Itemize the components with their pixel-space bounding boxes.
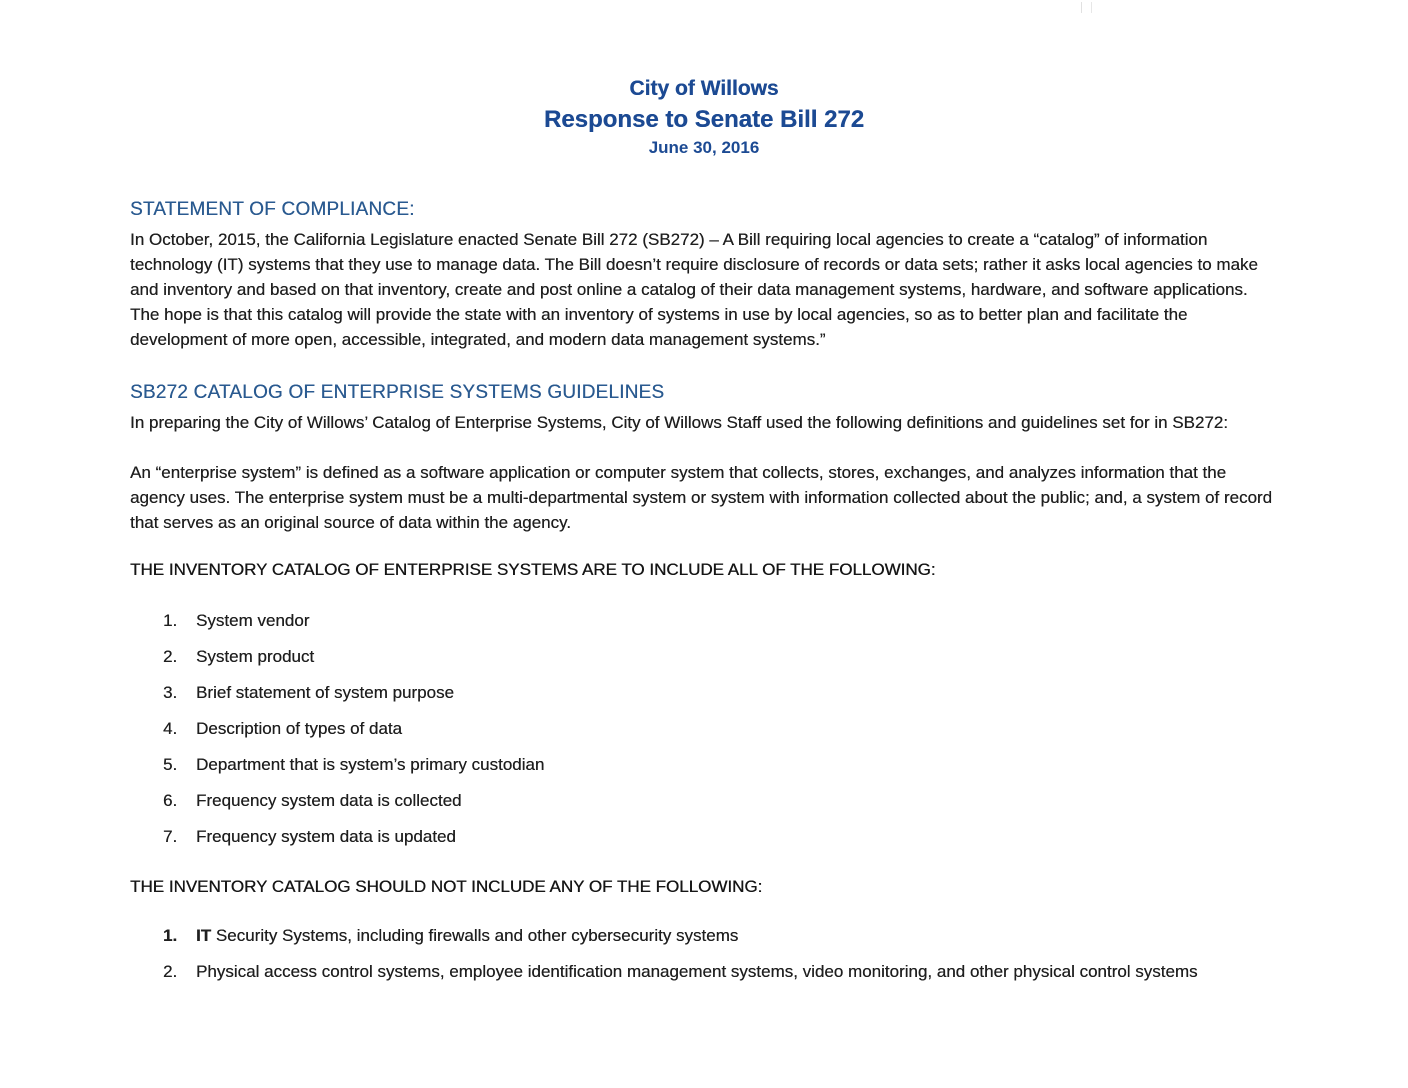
document-date: June 30, 2016 [648,138,760,157]
list-item-text: Frequency system data is updated [196,827,456,846]
list-item-text: System vendor [196,611,310,630]
list-item-number: 2. [163,647,178,666]
list-item-number: 1. [163,611,178,630]
document-body [130,197,1273,984]
list-item-number: 4. [163,719,178,738]
exclude-list [130,923,1273,984]
guidelines-intro-paragraph: In preparing the City of Willows’ Catalog of Enterprise Systems, City of Willows Staff used the following definitions and guidelines set for in SB272: [130,413,1228,432]
compliance-paragraph: In October, 2015, the California Legislature enacted Senate Bill 272 (SB272) – A Bill requiring local agencies to create a “catalog” of information technology (IT) systems that they use to manage data. The Bill doesn’t require disclosure of records or data sets; rather it asks local agencies to make and inventory and based on that inventory, create and post online a catalog of their data management systems, hardware, and software applications. The hope is that this catalog will provide the state with an inventory of systems in use by local agencies, so as to better plan and facilitate the development of more open, accessible, integrated, and modern data management systems.” [130,230,1258,349]
list-item [163,680,1273,705]
section-heading-guidelines: SB272 CATALOG OF ENTERPRISE SYSTEMS GUIDELINES [130,382,665,403]
enterprise-definition-paragraph: An “enterprise system” is defined as a software application or computer system that collects, stores, exchanges, and analyzes information that the agency uses. The enterprise system must be a multi-departmental system or system with information collected about the public; and, a system of record that serves as an original source of data within the agency. [130,463,1273,532]
list-item-bold-text: IT [196,926,212,945]
list-item [163,608,1273,633]
list-item-text [196,923,1273,948]
document-subtitle: Response to Senate Bill 272 [543,106,865,133]
scan-artifact [1081,2,1092,13]
list-item-number: 6. [163,791,178,810]
list-item-text: System product [196,647,315,666]
list-item [163,788,1273,813]
list-item-number: 5. [163,755,178,774]
document-header [0,0,1408,160]
include-list [130,608,1273,849]
exclude-list-heading: THE INVENTORY CATALOG SHOULD NOT INCLUDE ANY OF THE FOLLOWING: [130,877,763,896]
list-item-number: 3. [163,683,178,702]
list-item-text: Physical access control systems, employee identification management systems, video monitoring, and other physical control systems [196,962,1198,981]
list-item [163,959,1273,984]
list-item-number: 1. [163,926,178,945]
section-heading-compliance: STATEMENT OF COMPLIANCE: [130,199,415,220]
document-title: City of Willows [629,77,779,100]
list-item-rest-text: Security Systems, including firewalls and other cybersecurity systems [211,926,739,945]
list-item [163,752,1273,777]
list-item-text: Description of types of data [196,719,403,738]
list-item-number: 7. [163,827,178,846]
list-item-text: Department that is system’s primary custodian [196,755,545,774]
list-item-text: Brief statement of system purpose [196,683,454,702]
list-item [163,716,1273,741]
list-item [163,923,1273,948]
include-list-heading: THE INVENTORY CATALOG OF ENTERPRISE SYSTEMS ARE TO INCLUDE ALL OF THE FOLLOWING: [130,560,936,579]
list-item [163,824,1273,849]
list-item-number: 2. [163,962,178,981]
list-item [163,644,1273,669]
list-item-text: Frequency system data is collected [196,791,462,810]
